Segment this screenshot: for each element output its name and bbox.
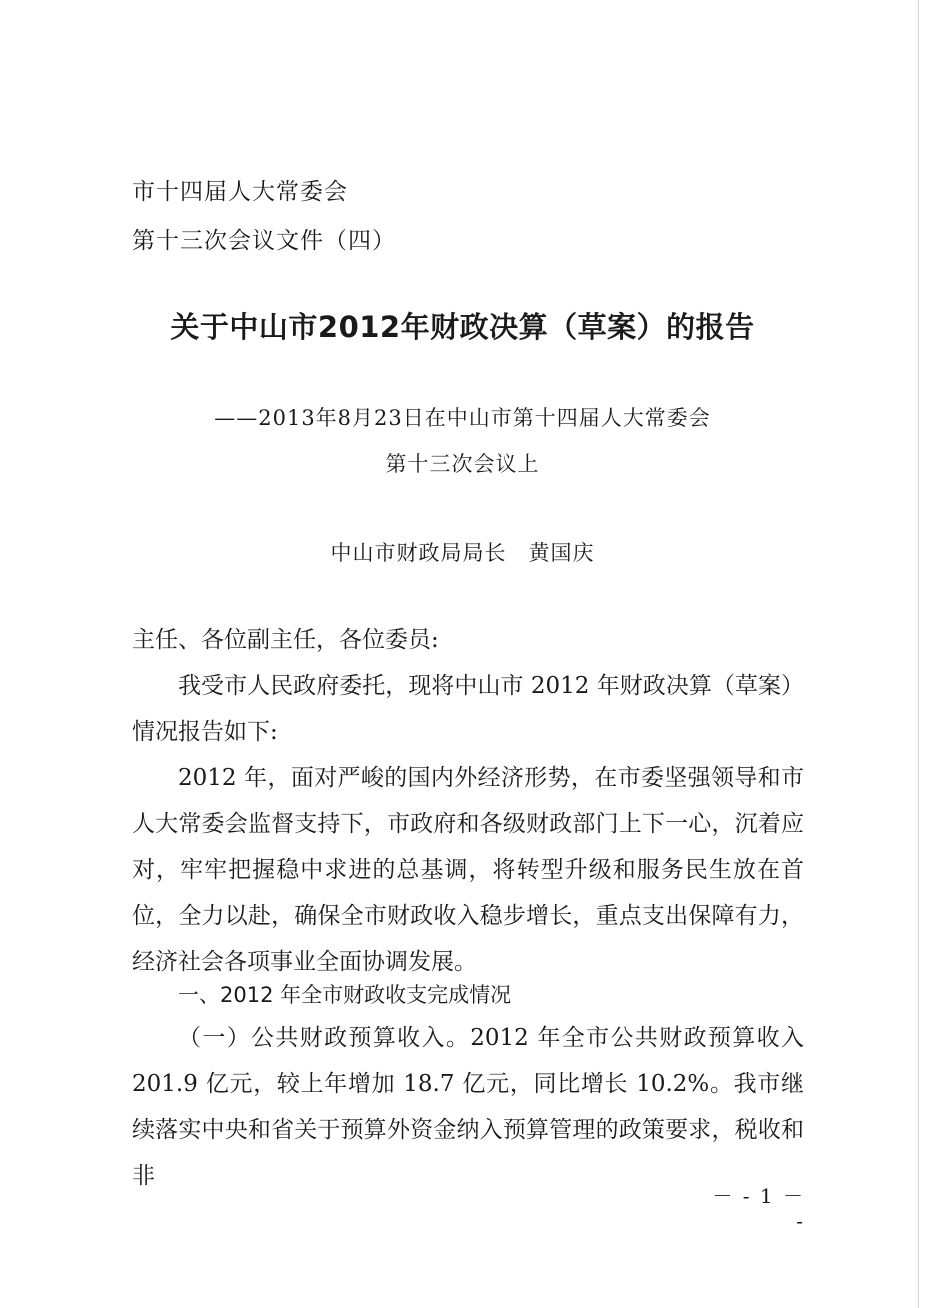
section-heading-1: 一、2012 年全市财政收支完成情况 [178,983,512,1007]
salutation: 主任、各位副主任，各位委员: [132,627,439,653]
body-paragraph-3: （一）公共财政预算收入。2012 年全市公共财政预算收入 201.9 亿元，较上年增加 18.7 亿元，同比增长 10.2%。我市继续落实中央和省关于预算外资金纳入预算管理的政策要求，税收和非 [132,1025,804,1189]
page-number: － - 1 － - [712,1184,805,1233]
body-paragraph-1: 我受市人民政府委托，现将中山市 2012 年财政决算（草案）情况报告如下: [132,673,804,745]
body-paragraph-2: 2012 年，面对严峻的国内外经济形势，在市委坚强领导和市人大常委会监督支持下，市政府和各级财政部门上下一心，沉着应对，牢牢把握稳中求进的总基调，将转型升级和服务民生放在首位，全力以赴，确保全市财政收入稳步增长，重点支出保障有力，经济社会各项事业全面协调发展。 [132,765,804,975]
subtitle-line-1: ——2013年8月23日在中山市第十四届人大常委会 [214,406,711,430]
subtitle-line-2: 第十三次会议上 [385,452,540,476]
document-header-line-2: 第十三次会议文件（四） [132,228,396,254]
document-header-line-1: 市十四届人大常委会 [132,179,348,205]
author-line: 中山市财政局局长 黄国庆 [330,541,595,565]
report-title: 关于中山市2012年财政决算（草案）的报告 [170,310,755,344]
page-edge [918,0,919,1308]
